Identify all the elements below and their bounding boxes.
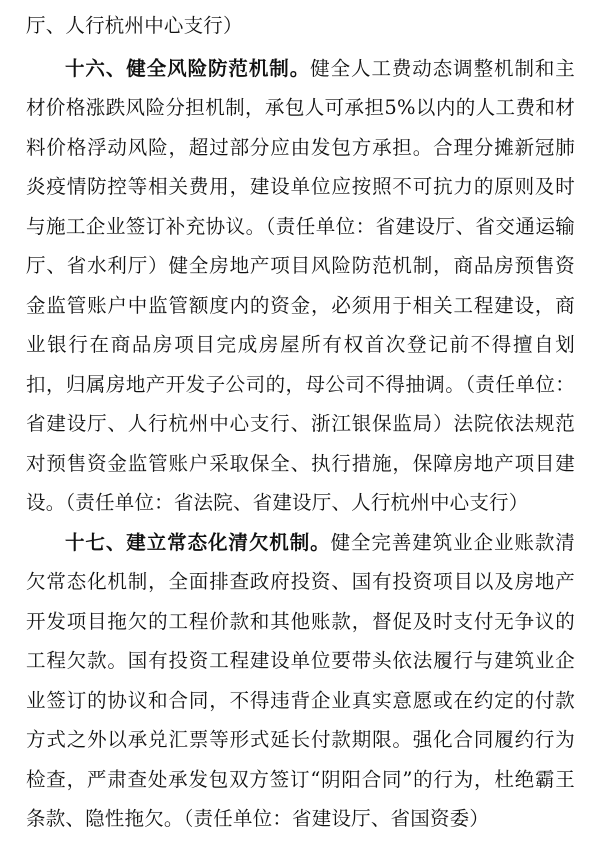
body-text-run: 健全人工费动态调整机制和主材价格涨跌风险分担机制，承包人可承担5%以内的人工费和材料价格浮动风险，超过部分应由发包方承担。合理分摊新冠肺炎疫情防控等相关费用，建设单位应按照不可抗力的原则及时与施工企业签订补充协议。（责任单位：省建设厅、省交通运输厅、省水利厅）健全房地产项目风险防范机制，商品房预售资金监管账户中监管额度内的资金，必须用于相关工程建设，商业银行在商品房项目完成房屋所有权首次登记前不得擅自划扣，归属房地产开发子公司的，母公司不得抽调。（责任单位：省建设厅、人行杭州中心支行、浙江银保监局）法院依法规范对预售资金监管账户采取保全、执行措施，保障房地产项目建设。（责任单位：省法院、省建设厅、人行杭州中心支行） [26,56,575,514]
document-body [26,6,575,839]
para-section-17 [26,523,575,839]
para-continuation [26,6,575,46]
body-text-run: 厅、人行杭州中心支行） [26,14,243,37]
section-heading-run: 十六、健全风险防范机制。 [65,56,311,80]
body-text-run: 健全完善建筑业企业账款清欠常态化机制，全面排查政府投资、国有投资项目以及房地产开发项目拖欠的工程价款和其他账款，督促及时支付无争议的工程欠款。国有投资工程建设单位要带头依法履行与建筑业企业签订的协议和合同，不得违背企业真实意愿或在约定的付款方式之外以承兑汇票等形式延长付款期限。强化合同履约行为检查，严肃查处承发包双方签订“阴阳合同”的行为，杜绝霸王条款、隐性拖欠。（责任单位：省建设厅、省国资委） [26,530,575,830]
section-heading-run: 十七、建立常态化清欠机制。 [65,530,331,554]
para-section-16 [26,49,575,523]
